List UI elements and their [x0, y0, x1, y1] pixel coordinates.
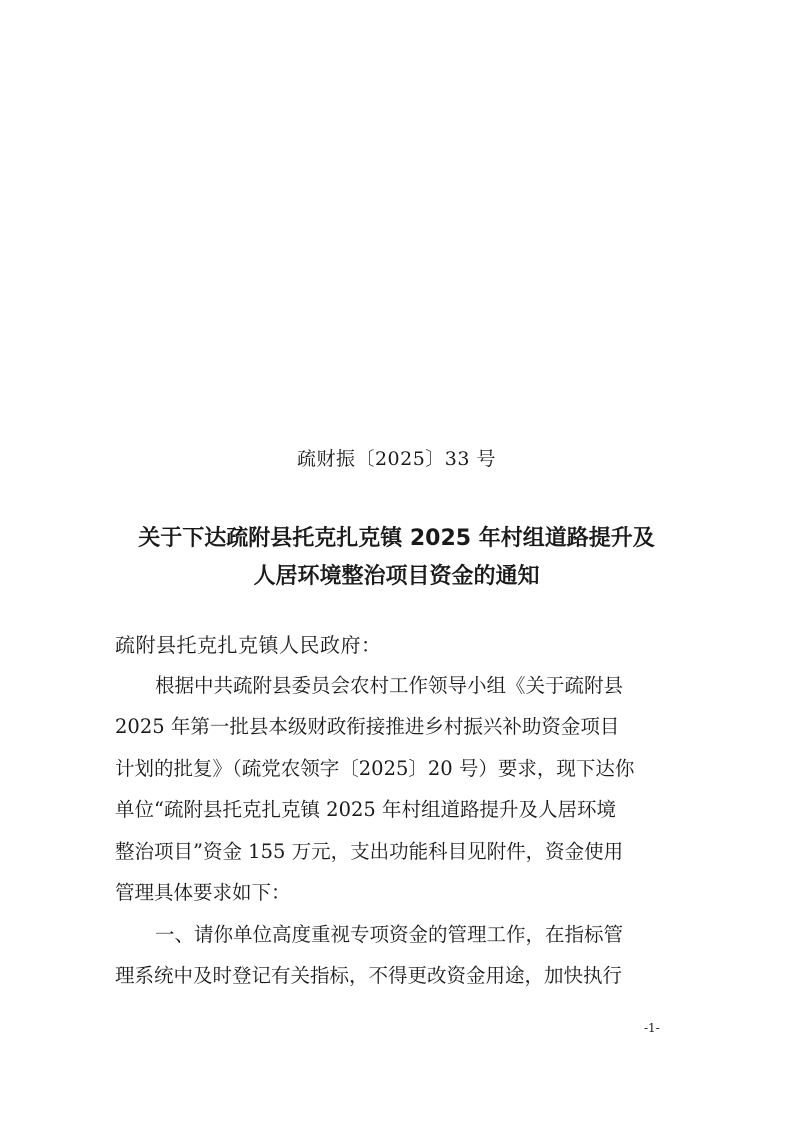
document-title-line: 人居环境整治项目资金的通知 — [253, 564, 540, 589]
document-number: 疏财振〔2025〕33 号 — [296, 448, 497, 470]
body-line: 单位“疏附县托克扎克镇 2025 年村组道路提升及人居环境 — [115, 798, 616, 821]
document-title — [0, 520, 793, 596]
body-line: 2025 年第一批县本级财政衔接推进乡村振兴补助资金项目 — [115, 715, 620, 738]
addressee: 疏附县托克扎克镇人民政府： — [115, 633, 382, 657]
body-line: 计划的批复》（疏党农领字〔2025〕20 号）要求，现下达你 — [115, 757, 635, 780]
body-line: 一、请你单位高度重视专项资金的管理工作，在指标管 — [155, 923, 624, 946]
body-line: 管理具体要求如下： — [115, 881, 291, 904]
document-title-line: 关于下达疏附县托克扎克镇 2025 年村组道路提升及 — [138, 526, 655, 551]
body-line: 理系统中及时登记有关指标，不得更改资金用途，加快执行 — [115, 964, 623, 987]
page-number: -1- — [644, 1021, 660, 1035]
body-line: 根据中共疏附县委员会农村工作领导小组《关于疏附县 — [155, 674, 624, 697]
body-line: 整治项目”资金 155 万元，支出功能科目见附件，资金使用 — [115, 840, 624, 863]
